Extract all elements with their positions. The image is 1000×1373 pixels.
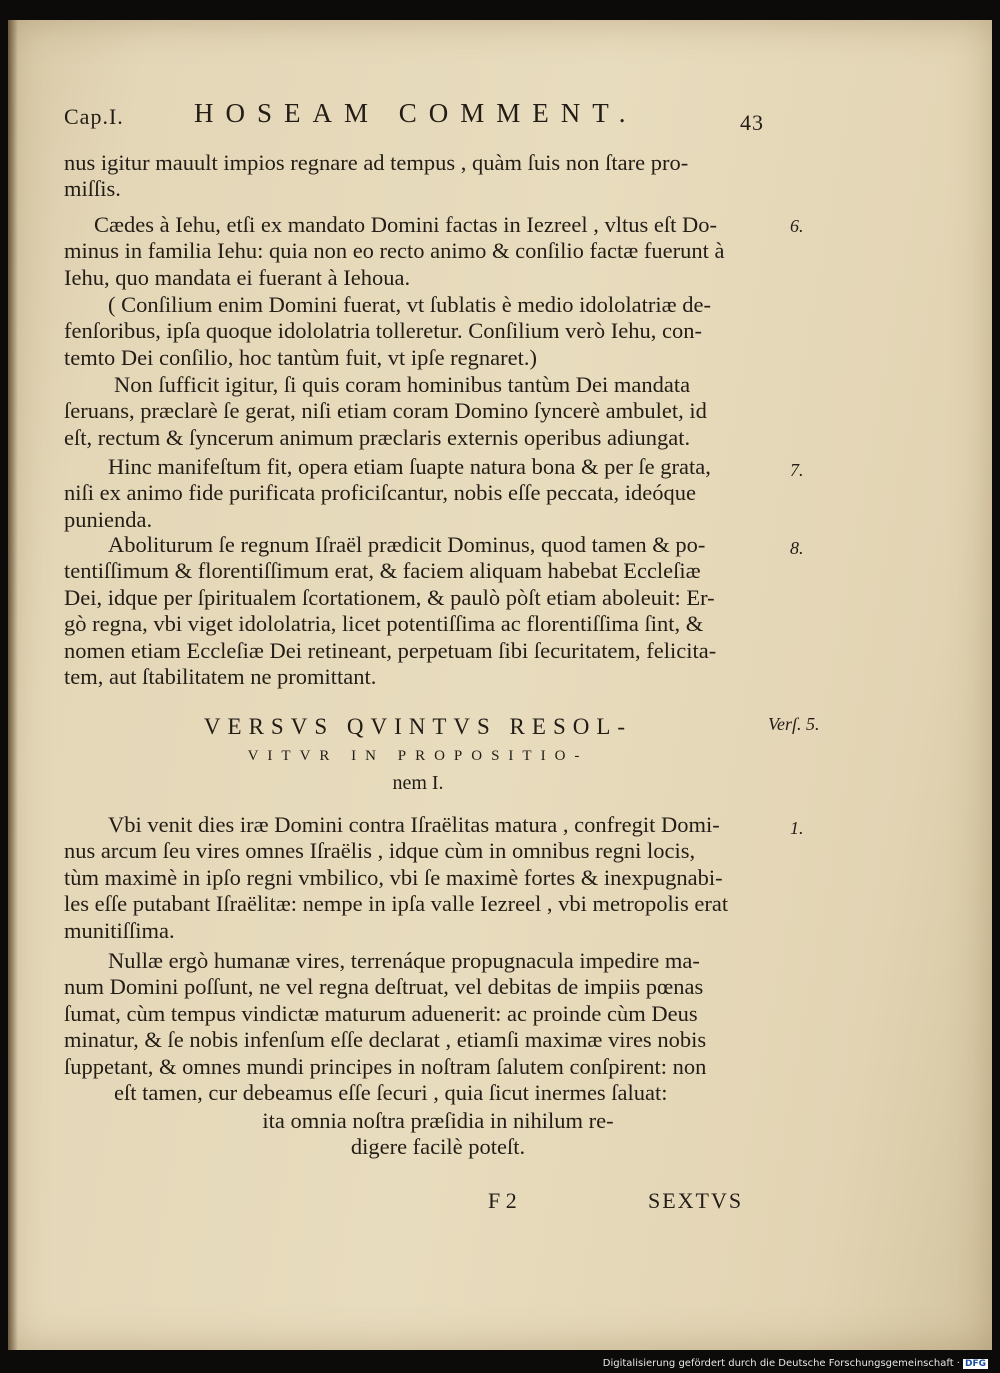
- digitization-credit: [603, 1358, 988, 1369]
- paragraph: [64, 454, 764, 533]
- margin-verse-number: 7.: [790, 460, 804, 480]
- text-line: fenſoribus, ipſa quoque idololatria tolleretur. Conſilium verò Iehu, con-: [64, 318, 702, 344]
- text-line: gò regna, vbi viget idololatria, licet potentiſſima ac florentiſſima ſint, &: [64, 611, 704, 637]
- running-title: HOSEAM COMMENT.: [194, 98, 638, 128]
- text-line: niſi ex animo fide purificata proficiſcantur, nobis eſſe peccata, ideóque: [64, 480, 696, 506]
- paragraph: [64, 372, 764, 451]
- text-line: tentiſſimum & florentiſſimum erat, & faciem aliquam habebat Eccleſiæ: [64, 558, 701, 584]
- text-line: temto Dei conſilio, hoc tantùm fuit, vt ipſe regnaret.): [64, 344, 537, 370]
- catchword: SEXTVS: [648, 1188, 744, 1213]
- margin-verse-number: 6.: [790, 216, 804, 236]
- text-line: miſſis.: [64, 176, 121, 202]
- text-line: Vbi venit dies iræ Domini contra Iſraëlitas matura , confregit Domi-: [108, 812, 720, 837]
- text-line: tem, aut ſtabilitatem ne promittant.: [64, 664, 377, 690]
- section-heading-line: VITVR IN PROPOSITIO-: [247, 748, 589, 764]
- text-line: punienda.: [64, 506, 153, 532]
- section-heading-line: nem I.: [392, 772, 444, 794]
- text-line: ſumat, cùm tempus vindictæ maturum aduenerit: ac proinde cùm Deus: [64, 1000, 698, 1026]
- text-line: nus igitur mauult impios regnare ad tempus , quàm ſuis non ſtare pro-: [64, 150, 689, 175]
- margin-verse-number: 8.: [790, 538, 804, 558]
- dfg-logo: DFG: [964, 1359, 986, 1369]
- text-line: munitiſſima.: [64, 917, 175, 943]
- paragraph: [64, 948, 764, 1106]
- text-line: ita omnia noſtra præſidia in nihilum re-: [262, 1108, 614, 1133]
- signature-mark: F 2: [488, 1188, 517, 1213]
- paragraph: [64, 812, 764, 944]
- text-line: ( Conſilium enim Domini fuerat, vt ſublatis è medio idololatriæ de-: [108, 292, 712, 317]
- text-line: Nullæ ergò humanæ vires, terrenáque propugnacula impedire ma-: [108, 948, 700, 973]
- text-line: eſt, rectum & ſyncerum animum præclaris externis operibus adiungat.: [64, 424, 691, 450]
- text-line: num Domini poſſunt, ne vel regna deſtruat, vel debitas de impiis pœnas: [64, 974, 704, 1000]
- text-line: nomen etiam Eccleſiæ Dei retineant, perpetuam ſibi ſecuritatem, felicita-: [64, 637, 717, 663]
- paragraph: [64, 292, 764, 371]
- text-line: les eſſe putabant Iſraëlitæ: nempe in ipſa valle Iezreel , vbi metropolis erat: [64, 891, 729, 917]
- text-line: eſt tamen, cur debeamus eſſe ſecuri , quia ſicut inermes ſaluat:: [114, 1080, 668, 1106]
- text-line: digere facilè poteſt.: [350, 1134, 526, 1160]
- text-line: Aboliturum ſe regnum Iſraël prædicit Dominus, quod tamen & po-: [108, 532, 706, 557]
- text-line: minatur, & ſe nobis infenſum eſſe declarat , etiamſi maximæ vires nobis: [64, 1027, 707, 1053]
- section-heading-line: VERSVS QVINTVS RESOL-: [203, 714, 633, 739]
- text-line: Hinc manifeſtum fit, opera etiam ſuapte natura bona & per ſe grata,: [108, 454, 711, 479]
- closing-lines: [8, 1108, 828, 1161]
- credit-text: Digitalisierung gefördert durch die Deutsche Forschungsgemeinschaft ·: [602, 1358, 960, 1369]
- book-page: [8, 20, 992, 1350]
- paragraph: [64, 150, 764, 203]
- verse-tag: Verſ. 5.: [768, 714, 820, 734]
- text-line: Non ſufficit igitur, ſi quis coram hominibus tantùm Dei mandata: [114, 372, 691, 397]
- page-number: 43: [740, 110, 764, 135]
- text-line: Cædes à Iehu, etſi ex mandato Domini factas in Iezreel , vltus eſt Do-: [94, 212, 717, 237]
- text-line: tùm maximè in ipſo regni vmbilico, vbi ſe maximè fortes & inexpugnabi-: [64, 864, 723, 890]
- text-line: Dei, idque per ſpiritualem ſcortationem, & paulò pòſt etiam aboleuit: Er-: [64, 584, 715, 610]
- text-line: Iehu, quo mandata ei fuerant à Iehoua.: [64, 264, 411, 290]
- chapter-label: Cap.I.: [64, 104, 124, 129]
- text-line: minus in familia Iehu: quia non eo recto animo & conſilio factæ fuerunt à: [64, 238, 725, 264]
- paragraph: [64, 212, 764, 291]
- text-line: ſeruans, præclarè ſe gerat, niſi etiam coram Domino ſyncerè ambulet, id: [64, 398, 707, 424]
- text-line: ſuppetant, & omnes mundi principes in noſtram ſalutem conſpirent: non: [64, 1053, 707, 1079]
- paragraph: [64, 532, 764, 690]
- text-line: nus arcum ſeu vires omnes Iſraëlis , idque cùm in omnibus regni locis,: [64, 838, 696, 864]
- margin-verse-number: 1.: [790, 818, 804, 838]
